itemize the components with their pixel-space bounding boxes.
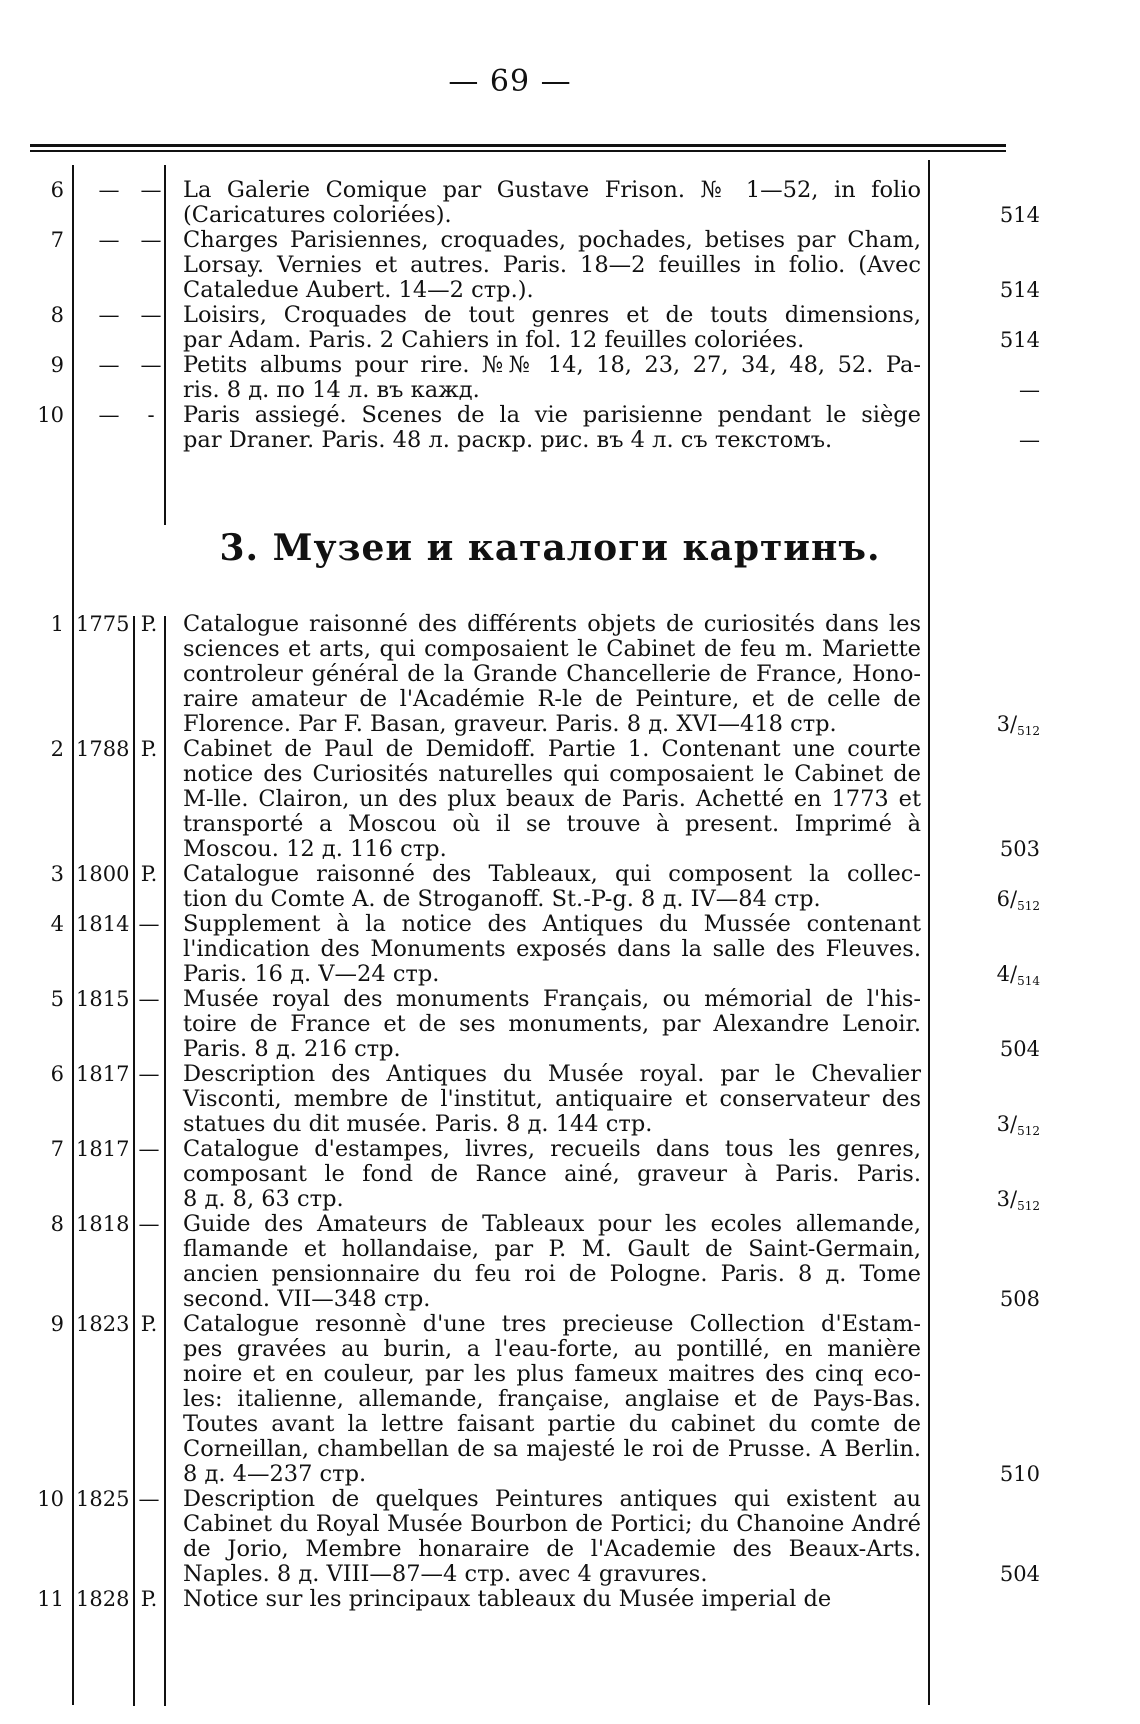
entry-description — [183, 303, 921, 353]
entry-price-value: 3/ — [996, 712, 1018, 736]
entry-year: 1817 — [76, 1062, 130, 1086]
entry-description — [183, 1312, 921, 1487]
entry-price: 514 — [999, 278, 1040, 302]
entry-line: statues du dit musée. Paris. 8 д. 144 стр. — [183, 1111, 653, 1137]
entry-price-subscript: 512 — [1017, 899, 1040, 913]
entry-line: Cataledue Aubert. 14—2 стр.). — [183, 277, 534, 303]
entry-line: Visconti, membre de l'institut, antiquaire et conservateur des — [183, 1086, 921, 1112]
entry-line: transporté a Moscou où il se trouve à present. Imprimé à — [183, 811, 921, 837]
entry-place: — — [140, 178, 162, 202]
entry-number: 7 — [50, 228, 64, 252]
entry-line: tion du Comte A. de Stroganoff. St.-P-g. 8 д. IV—84 стр. — [183, 886, 821, 912]
entry-line: sciences et arts, qui composaient le Cabinet de feu m. Mariette — [183, 636, 921, 662]
entry-description — [183, 737, 921, 862]
entry-place: — — [138, 1137, 160, 1161]
entry-year-dash: — — [98, 178, 120, 202]
page-number: — 69 — — [448, 64, 572, 99]
entry-number: 6 — [50, 178, 64, 202]
entry-year: 1825 — [76, 1487, 130, 1511]
entry-number: 6 — [50, 1062, 64, 1086]
entry-number: 5 — [50, 987, 64, 1011]
entry-line: l'indication des Monuments exposés dans la salle des Fleuves. — [183, 936, 921, 962]
entry-price-value: 510 — [999, 1462, 1040, 1486]
entry-line: Corneillan, chambellan de sa majesté le roi de Prusse. A Berlin. — [183, 1436, 921, 1462]
entry-number: 9 — [50, 1312, 64, 1336]
entry-price-value: 3/ — [996, 1112, 1018, 1136]
entry-line: Paris assiegé. Scenes de la vie parisienne pendant le siège — [183, 402, 921, 428]
entry-number: 9 — [50, 353, 64, 377]
entry-price-value: 4/ — [996, 962, 1018, 986]
entry-line: Charges Parisiennes, croquades, pochades, betises par Cham, — [183, 227, 921, 253]
entry-price-subscript: 512 — [1017, 1124, 1040, 1138]
entry-price — [970, 1462, 1040, 1486]
entry-price-value: 508 — [999, 1287, 1040, 1311]
entry-number: 10 — [37, 403, 64, 427]
entry-place: — — [138, 912, 160, 936]
entry-number: 4 — [50, 912, 64, 936]
entry-place: — — [140, 353, 162, 377]
entry-line: Musée royal des monuments Français, ou mémorial de l'his- — [183, 986, 921, 1012]
entry-place: — — [138, 987, 160, 1011]
entry-line: second. VII—348 стр. — [183, 1286, 431, 1312]
entry-line: Loisirs, Croquades de tout genres et de touts dimensions, — [183, 302, 921, 328]
entry-description — [183, 912, 921, 987]
entry-line: raire amateur de l'Académie R-le de Peinture, et de celle de — [183, 686, 921, 712]
entry-price — [970, 1112, 1040, 1138]
entry-place: P. — [140, 737, 158, 761]
column-rule-left — [72, 165, 74, 1705]
entry-price: — — [1019, 428, 1040, 452]
entry-line: de Jorio, Membre honaraire de l'Academie des Beaux-Arts. — [183, 1536, 921, 1562]
entry-line: ancien pensionnaire du feu roi de Pologne. Paris. 8 д. Tome — [183, 1261, 921, 1287]
entry-line: Florence. Par F. Basan, graveur. Paris. 8 д. XVI—418 стр. — [183, 711, 837, 737]
entry-line: (Caricatures coloriées). — [183, 202, 452, 228]
entry-description — [183, 862, 921, 912]
entry-place: P. — [140, 1312, 158, 1336]
entry-price — [970, 712, 1040, 738]
entry-description — [183, 228, 921, 303]
entry-line: toire de France et de ses monuments, par Alexandre Lenoir. — [183, 1011, 921, 1037]
entry-price-value: 503 — [999, 837, 1040, 861]
entry-price — [970, 887, 1040, 913]
entry-line: Moscou. 12 д. 116 стр. — [183, 836, 447, 862]
entry-line: flamande et hollandaise, par P. M. Gault de Saint-Germain, — [183, 1236, 921, 1262]
entry-line: par Adam. Paris. 2 Cahiers in fol. 12 feuilles coloriées. — [183, 327, 805, 353]
entry-price: 514 — [999, 328, 1040, 352]
column-rule-right — [928, 160, 930, 1705]
entry-year: 1815 — [76, 987, 130, 1011]
column-rule-mark — [164, 165, 166, 525]
entry-line: Paris. 8 д. 216 стр. — [183, 1036, 401, 1062]
entry-number: 8 — [50, 1212, 64, 1236]
entry-line: Guide des Amateurs de Tableaux pour les ecoles allemande, — [183, 1211, 921, 1237]
entry-line: Description des Antiques du Musée royal. par le Chevalier — [183, 1061, 921, 1087]
entry-line: 8 д. 4—237 стр. — [183, 1461, 367, 1487]
entry-line: Supplement à la notice des Antiques du Mussée contenant — [183, 911, 921, 937]
entry-description — [183, 353, 921, 403]
entry-line: les: italienne, allemande, française, anglaise et de Pays-Bas. — [183, 1386, 921, 1412]
entry-line: Paris. 16 д. V—24 стр. — [183, 961, 440, 987]
top-double-rule — [30, 144, 1006, 147]
entry-place: — — [138, 1062, 160, 1086]
entry-line: composant le fond de Rance ainé, graveur à Paris. Paris. — [183, 1161, 921, 1187]
entry-line: noire et en couleur, par les plus fameux maitres des cinq eco- — [183, 1361, 921, 1387]
entry-line: Cabinet du Royal Musée Bourbon de Portici; du Chanoine André — [183, 1511, 921, 1537]
entry-line: La Galerie Comique par Gustave Frison. № 1—52, in folio — [183, 177, 921, 203]
entry-year-dash: — — [98, 228, 120, 252]
entry-description — [183, 1062, 921, 1137]
entry-year: 1823 — [76, 1312, 130, 1336]
entry-year: 1775 — [76, 612, 130, 636]
entry-line: Description de quelques Peintures antiques qui existent au — [183, 1486, 921, 1512]
entry-number: 3 — [50, 862, 64, 886]
entry-number: 2 — [50, 737, 64, 761]
entry-price-value: 3/ — [996, 1187, 1018, 1211]
entry-year-dash: — — [98, 353, 120, 377]
entry-line: notice des Curiosités naturelles qui composaient le Cabinet de — [183, 761, 921, 787]
entry-description — [183, 1212, 921, 1312]
entry-price-subscript: 512 — [1017, 1199, 1040, 1213]
entry-number: 10 — [37, 1487, 64, 1511]
entry-place: - — [147, 403, 155, 427]
entry-price-value: 504 — [999, 1562, 1040, 1586]
entry-line: par Draner. Paris. 48 л. раскр. рис. въ 4 л. съ текстомъ. — [183, 427, 833, 453]
entry-price-subscript: 512 — [1017, 724, 1040, 738]
entry-line: Catalogue raisonné des Tableaux, qui composent la collec- — [183, 861, 921, 887]
entry-price-subscript: 514 — [1017, 974, 1040, 988]
entry-line: Lorsay. Vernies et autres. Paris. 18—2 feuilles in folio. (Avec — [183, 252, 921, 278]
entry-line: Cabinet de Paul de Demidoff. Partie 1. Contenant une courte — [183, 736, 921, 762]
entry-line: pes gravées au burin, a l'eau-forte, au pontillé, en manière — [183, 1336, 921, 1362]
entry-description — [183, 1587, 921, 1612]
entry-description — [183, 1487, 921, 1587]
entry-line: Catalogue d'estampes, livres, recueils dans tous les genres, — [183, 1136, 921, 1162]
entry-price — [970, 962, 1040, 988]
entry-price — [970, 1187, 1040, 1213]
entry-line: Catalogue resonnè d'une tres precieuse Collection d'Estam- — [183, 1311, 921, 1337]
entry-place: P. — [140, 1587, 158, 1611]
entry-place: — — [140, 228, 162, 252]
entry-year-dash: — — [98, 403, 120, 427]
entry-number: 11 — [37, 1587, 64, 1611]
entry-description — [183, 987, 921, 1062]
entry-price — [970, 1287, 1040, 1311]
entry-line: Naples. 8 д. VIII—87—4 стр. avec 4 gravures. — [183, 1561, 708, 1587]
entry-year: 1800 — [76, 862, 130, 886]
entry-price-value: 6/ — [996, 887, 1018, 911]
entry-year: 1828 — [76, 1587, 130, 1611]
column-rule-mark-lower — [164, 616, 166, 1706]
entry-price: — — [1019, 378, 1040, 402]
column-rule-year — [133, 616, 135, 1706]
entry-description — [183, 403, 921, 453]
entry-price-value: 504 — [999, 1037, 1040, 1061]
entry-line: Toutes avant la lettre faisant partie du cabinet du comte de — [183, 1411, 921, 1437]
entry-line: 8 д. 8, 63 стр. — [183, 1186, 344, 1212]
entry-place: — — [140, 303, 162, 327]
entry-place: — — [138, 1487, 160, 1511]
entry-price — [970, 837, 1040, 861]
entry-year-dash: — — [98, 303, 120, 327]
entry-number: 8 — [50, 303, 64, 327]
entry-price — [970, 1562, 1040, 1586]
entry-line: ris. 8 д. по 14 л. въ кажд. — [183, 377, 480, 403]
entry-place: P. — [140, 612, 158, 636]
entry-line: Catalogue raisonné des différents objets de curiosités dans les — [183, 611, 921, 637]
entry-description — [183, 178, 921, 228]
entry-description — [183, 612, 921, 737]
entry-description — [183, 1137, 921, 1212]
entry-price: 514 — [999, 203, 1040, 227]
entry-place: P. — [140, 862, 158, 886]
entry-place: — — [138, 1212, 160, 1236]
entry-number: 1 — [50, 612, 64, 636]
entry-year: 1814 — [76, 912, 130, 936]
entry-line: M-lle. Clairon, un des plux beaux de Paris. Achetté en 1773 et — [183, 786, 921, 812]
entry-year: 1788 — [76, 737, 130, 761]
entry-line: Notice sur les principaux tableaux du Musée imperial de — [183, 1586, 832, 1612]
entry-year: 1818 — [76, 1212, 130, 1236]
top-double-rule-lower — [30, 150, 1006, 152]
entry-number: 7 — [50, 1137, 64, 1161]
entry-year: 1817 — [76, 1137, 130, 1161]
section-heading: 3. Музеи и каталоги картинъ. — [219, 527, 881, 569]
entry-price — [970, 1037, 1040, 1061]
entry-line: controleur général de la Grande Chancellerie de France, Hono- — [183, 661, 921, 687]
entry-line: Petits albums pour rire. №№ 14, 18, 23, 27, 34, 48, 52. Pa- — [183, 352, 921, 378]
